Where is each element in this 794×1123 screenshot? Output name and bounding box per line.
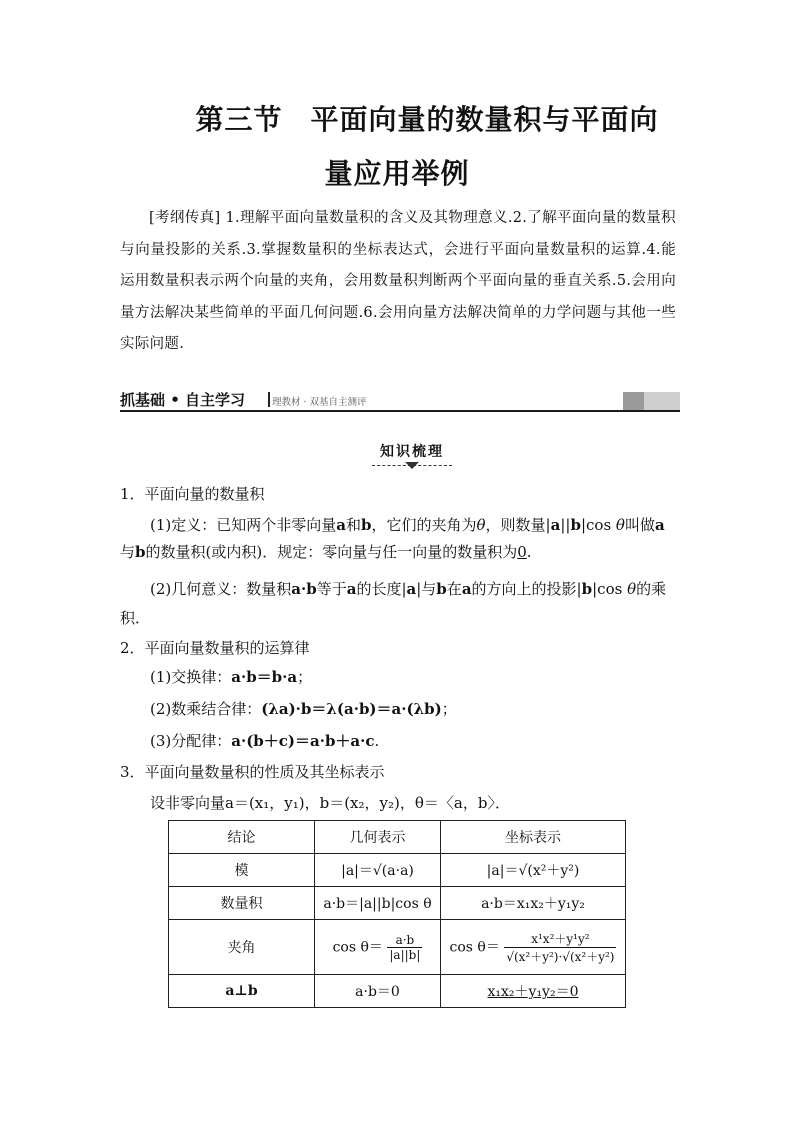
table-cell: 夹角	[169, 920, 315, 975]
triangle-down-icon	[405, 462, 419, 469]
heading-2: 2．平面向量数量积的运算律	[120, 639, 310, 657]
table-cell: 模	[169, 854, 315, 887]
section-heading: 知识梳理	[372, 441, 452, 466]
band-divider	[268, 392, 270, 407]
answer-blank: 0	[517, 543, 527, 561]
table-header-row	[169, 821, 626, 854]
syllabus-paragraph	[120, 203, 676, 361]
table-cell: x₁x₂＋y₁y₂＝0	[441, 975, 626, 1008]
heading-3: 3．平面向量数量积的性质及其坐标表示	[120, 763, 385, 781]
table-cell: 数量积	[169, 887, 315, 920]
section-band	[120, 391, 680, 411]
definition-paragraph: (1)定义：已知两个非零向量a和b，它们的夹角为θ，则数量|a||b|cos θ叫做a与b的数量积(或内积)．规定：零向量与任一向量的数量积为0.	[120, 516, 665, 561]
table-cell: |a|＝√(a·a)	[315, 854, 441, 887]
fraction: $\frac{a\cdot b}{|a||b|}$	[389, 932, 421, 962]
table-row	[169, 920, 626, 975]
page-title-line-1	[30, 98, 794, 138]
table-row	[169, 887, 626, 920]
band-title: 抓基础 • 自主学习	[120, 391, 246, 409]
band-subtitle: 理教材 · 双基自主测评	[272, 397, 367, 408]
law-distributive: (3)分配律：a·(b＋c)＝a·b＋a·c.	[150, 732, 380, 750]
setup-sentence: 设非零向量a＝(x₁，y₁)，b＝(x₂，y₂)，θ＝〈a，b〉．	[150, 794, 510, 812]
law-commutative: (1)交换律：a·b＝b·a；	[150, 668, 313, 686]
table-cell: a·b＝0	[315, 975, 441, 1008]
band-rule	[120, 410, 680, 412]
table-header-cell: 几何表示	[315, 821, 441, 854]
heading-1: 1．平面向量的数量积	[120, 485, 265, 503]
geometric-meaning-paragraph: (2)几何意义：数量积a·b等于a的长度|a|与b在a的方向上的投影|b|cos θ的乘积．	[120, 580, 667, 627]
table-row	[169, 975, 626, 1008]
table-cell: a·b＝x₁x₂＋y₁y₂	[441, 887, 626, 920]
page-title-line-2: 量应用举例	[324, 157, 470, 190]
table-header-cell: 坐标表示	[441, 821, 626, 854]
band-gray-block-light	[644, 392, 680, 410]
section-number: 第三节	[195, 103, 283, 136]
table-row	[169, 854, 626, 887]
table-cell: |a|＝√(x²＋y²)	[441, 854, 626, 887]
table-cell: cos θ＝ $\frac{a\cdot b}{|a||b|}$	[315, 920, 441, 975]
band-gray-block-dark	[623, 392, 644, 410]
title-text-1: 平面向量的数量积与平面向	[310, 103, 659, 136]
syllabus-label: [考纲传真]	[149, 210, 221, 226]
fraction: $\frac{\text{x¹x²＋y¹y²}}{\text{√(x²＋y²)·√(x²＋y²)}}$	[506, 931, 615, 964]
syllabus-text: 1.理解平面向量数量积的含义及其物理意义.2.了解平面向量的数量积与向量投影的关系.3.掌握数量积的坐标表达式，会进行平面向量数量积的运算.4.能运用数量积表示两个向量的夹角，会用数量积判断两个平面向量的垂直关系.5.会用向量方法解决某些简单的平面几何问题.6.会用向量方法解决简单的力学问题与其他一些实际问题.	[120, 210, 676, 353]
law-scalar-associative: (2)数乘结合律：(λa)·b＝λ(a·b)＝a·(λb)；	[150, 700, 457, 718]
properties-table	[168, 820, 626, 1008]
table-cell: a·b＝|a||b|cos θ	[315, 887, 441, 920]
table-cell: cos θ＝ $\frac{\text{x¹x²＋y¹y²}}{\text{√(x²＋y²)·√(x²＋y²)}}$	[441, 920, 626, 975]
table-header-cell: 结论	[169, 821, 315, 854]
table-cell: a⊥b	[169, 975, 315, 1008]
